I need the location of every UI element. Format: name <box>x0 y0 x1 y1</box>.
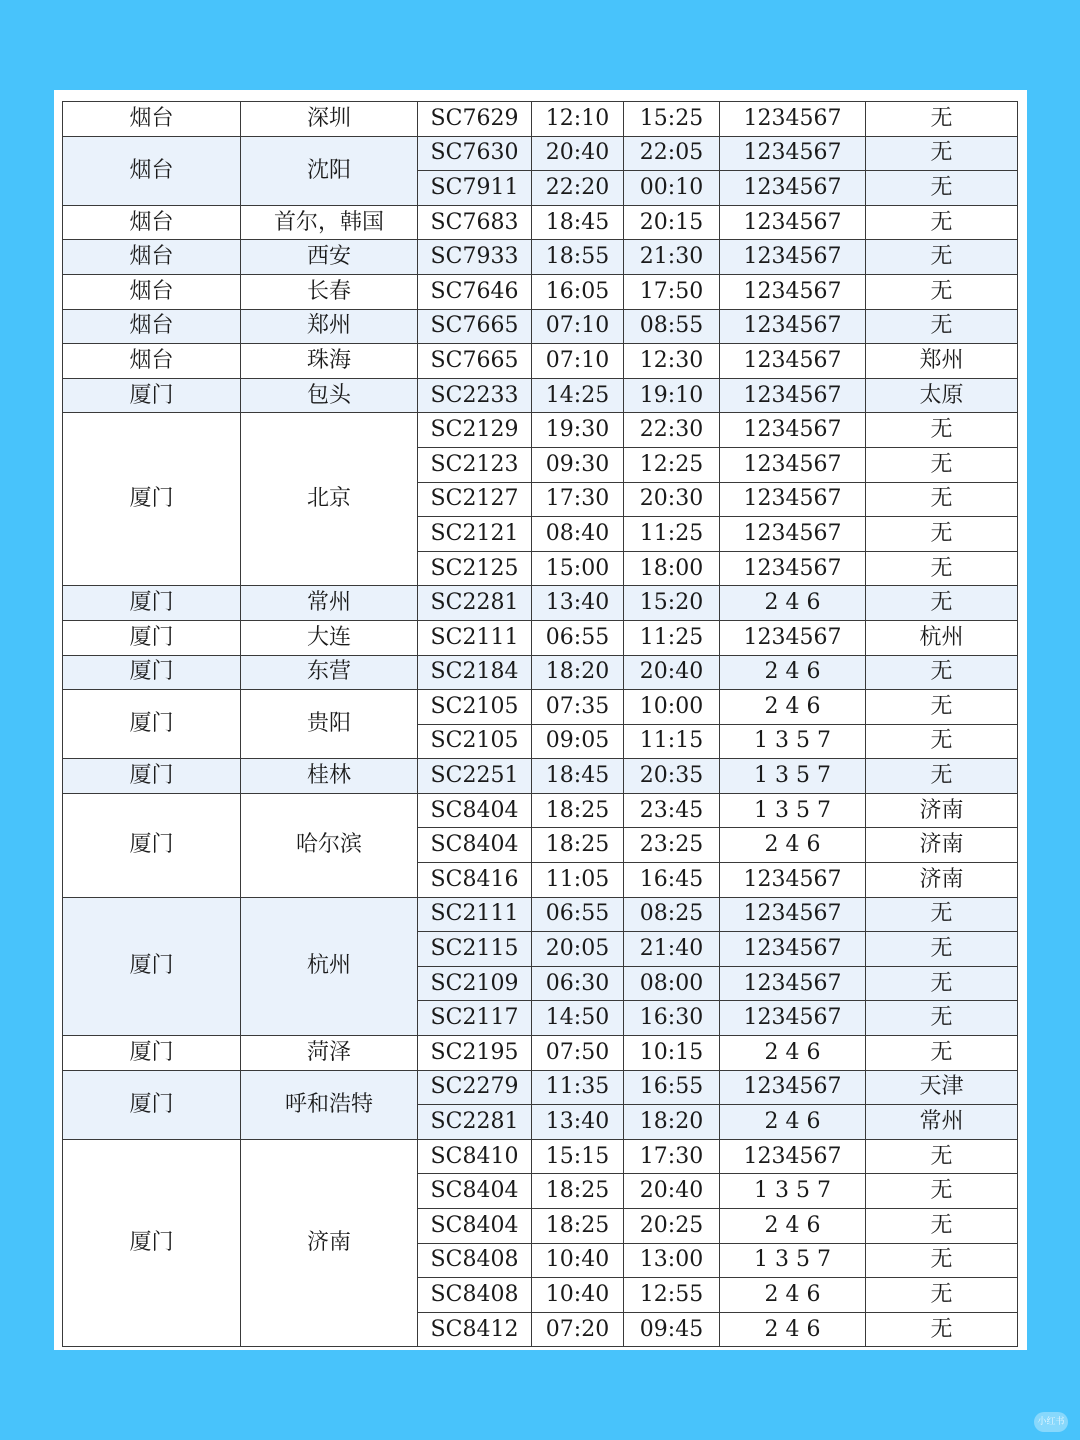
table-row <box>63 690 1018 725</box>
destination-city: 包头 <box>241 378 418 413</box>
flight-number: SC2127 <box>418 482 532 517</box>
operating-days: 2 4 6 <box>720 1036 866 1071</box>
destination-city: 桂林 <box>241 759 418 794</box>
arrival-time: 15:20 <box>624 586 720 621</box>
stopover-city: 无 <box>866 655 1018 690</box>
destination-city: 北京 <box>241 413 418 586</box>
departure-time: 07:20 <box>532 1312 624 1347</box>
operating-days: 1234567 <box>720 932 866 967</box>
table-row <box>63 1139 1018 1174</box>
arrival-time: 10:15 <box>624 1036 720 1071</box>
operating-days: 2 4 6 <box>720 690 866 725</box>
stopover-city: 无 <box>866 897 1018 932</box>
origin-city: 厦门 <box>63 655 241 690</box>
flight-number: SC8404 <box>418 828 532 863</box>
departure-time: 22:20 <box>532 171 624 206</box>
destination-city: 珠海 <box>241 344 418 379</box>
destination-city: 西安 <box>241 240 418 275</box>
departure-time: 07:10 <box>532 309 624 344</box>
stopover-city: 无 <box>866 171 1018 206</box>
stopover-city: 无 <box>866 517 1018 552</box>
departure-time: 14:25 <box>532 378 624 413</box>
flight-number: SC2281 <box>418 1105 532 1140</box>
flight-number: SC2125 <box>418 551 532 586</box>
stopover-city: 无 <box>866 136 1018 171</box>
destination-city: 杭州 <box>241 897 418 1035</box>
stopover-city: 无 <box>866 1139 1018 1174</box>
stopover-city: 太原 <box>866 378 1018 413</box>
arrival-time: 20:40 <box>624 655 720 690</box>
table-row <box>63 240 1018 275</box>
arrival-time: 11:25 <box>624 620 720 655</box>
destination-city: 菏泽 <box>241 1036 418 1071</box>
stopover-city: 无 <box>866 724 1018 759</box>
arrival-time: 08:25 <box>624 897 720 932</box>
operating-days: 1 3 5 7 <box>720 1174 866 1209</box>
origin-city: 厦门 <box>63 690 241 759</box>
arrival-time: 08:55 <box>624 309 720 344</box>
flight-number: SC7629 <box>418 102 532 137</box>
table-row <box>63 413 1018 448</box>
destination-city: 长春 <box>241 274 418 309</box>
departure-time: 13:40 <box>532 586 624 621</box>
flight-number: SC2233 <box>418 378 532 413</box>
flight-number: SC2251 <box>418 759 532 794</box>
flight-number: SC8404 <box>418 793 532 828</box>
flight-schedule-body <box>63 102 1018 1347</box>
destination-city: 大连 <box>241 620 418 655</box>
departure-time: 07:35 <box>532 690 624 725</box>
stopover-city: 无 <box>866 309 1018 344</box>
departure-time: 18:25 <box>532 1209 624 1244</box>
flight-number: SC2115 <box>418 932 532 967</box>
table-row <box>63 759 1018 794</box>
departure-time: 06:55 <box>532 897 624 932</box>
operating-days: 1 3 5 7 <box>720 793 866 828</box>
departure-time: 20:05 <box>532 932 624 967</box>
departure-time: 18:55 <box>532 240 624 275</box>
stopover-city: 常州 <box>866 1105 1018 1140</box>
arrival-time: 13:00 <box>624 1243 720 1278</box>
operating-days: 1 3 5 7 <box>720 724 866 759</box>
stopover-city: 无 <box>866 274 1018 309</box>
table-row <box>63 620 1018 655</box>
flight-number: SC2123 <box>418 447 532 482</box>
departure-time: 14:50 <box>532 1001 624 1036</box>
table-row <box>63 309 1018 344</box>
operating-days: 1234567 <box>720 1001 866 1036</box>
operating-days: 1234567 <box>720 482 866 517</box>
flight-number: SC8404 <box>418 1209 532 1244</box>
table-row <box>63 897 1018 932</box>
arrival-time: 16:55 <box>624 1070 720 1105</box>
destination-city: 哈尔滨 <box>241 793 418 897</box>
flight-schedule-table <box>62 101 1018 1347</box>
operating-days: 1234567 <box>720 620 866 655</box>
arrival-time: 08:00 <box>624 966 720 1001</box>
arrival-time: 21:40 <box>624 932 720 967</box>
schedule-sheet <box>54 90 1027 1350</box>
departure-time: 19:30 <box>532 413 624 448</box>
stopover-city: 天津 <box>866 1070 1018 1105</box>
operating-days: 1234567 <box>720 1139 866 1174</box>
origin-city: 烟台 <box>63 102 241 137</box>
flight-number: SC2105 <box>418 690 532 725</box>
origin-city: 烟台 <box>63 274 241 309</box>
stopover-city: 无 <box>866 586 1018 621</box>
departure-time: 09:30 <box>532 447 624 482</box>
departure-time: 11:35 <box>532 1070 624 1105</box>
departure-time: 13:40 <box>532 1105 624 1140</box>
flight-number: SC2281 <box>418 586 532 621</box>
flight-number: SC7665 <box>418 309 532 344</box>
arrival-time: 20:25 <box>624 1209 720 1244</box>
table-row <box>63 136 1018 171</box>
operating-days: 1234567 <box>720 309 866 344</box>
departure-time: 06:30 <box>532 966 624 1001</box>
table-row <box>63 205 1018 240</box>
origin-city: 厦门 <box>63 759 241 794</box>
flight-number: SC2195 <box>418 1036 532 1071</box>
origin-city: 厦门 <box>63 1036 241 1071</box>
departure-time: 11:05 <box>532 863 624 898</box>
stopover-city: 无 <box>866 413 1018 448</box>
stopover-city: 无 <box>866 1209 1018 1244</box>
table-row <box>63 586 1018 621</box>
flight-number: SC8404 <box>418 1174 532 1209</box>
arrival-time: 21:30 <box>624 240 720 275</box>
arrival-time: 23:45 <box>624 793 720 828</box>
table-row <box>63 655 1018 690</box>
departure-time: 16:05 <box>532 274 624 309</box>
destination-city: 东营 <box>241 655 418 690</box>
flight-number: SC7933 <box>418 240 532 275</box>
departure-time: 08:40 <box>532 517 624 552</box>
stopover-city: 无 <box>866 690 1018 725</box>
departure-time: 15:15 <box>532 1139 624 1174</box>
operating-days: 1234567 <box>720 378 866 413</box>
origin-city: 烟台 <box>63 136 241 205</box>
operating-days: 1234567 <box>720 897 866 932</box>
stopover-city: 济南 <box>866 828 1018 863</box>
origin-city: 烟台 <box>63 309 241 344</box>
flight-number: SC2109 <box>418 966 532 1001</box>
operating-days: 2 4 6 <box>720 655 866 690</box>
arrival-time: 20:35 <box>624 759 720 794</box>
arrival-time: 17:50 <box>624 274 720 309</box>
operating-days: 1234567 <box>720 344 866 379</box>
operating-days: 1234567 <box>720 413 866 448</box>
arrival-time: 20:40 <box>624 1174 720 1209</box>
operating-days: 1234567 <box>720 551 866 586</box>
table-row <box>63 102 1018 137</box>
operating-days: 1234567 <box>720 1070 866 1105</box>
departure-time: 18:20 <box>532 655 624 690</box>
operating-days: 2 4 6 <box>720 586 866 621</box>
departure-time: 18:25 <box>532 828 624 863</box>
arrival-time: 22:30 <box>624 413 720 448</box>
flight-number: SC2105 <box>418 724 532 759</box>
operating-days: 1234567 <box>720 274 866 309</box>
stopover-city: 无 <box>866 551 1018 586</box>
departure-time: 09:05 <box>532 724 624 759</box>
flight-number: SC8412 <box>418 1312 532 1347</box>
arrival-time: 09:45 <box>624 1312 720 1347</box>
operating-days: 1234567 <box>720 171 866 206</box>
flight-number: SC8408 <box>418 1243 532 1278</box>
destination-city: 贵阳 <box>241 690 418 759</box>
destination-city: 常州 <box>241 586 418 621</box>
destination-city: 郑州 <box>241 309 418 344</box>
departure-time: 10:40 <box>532 1243 624 1278</box>
origin-city: 厦门 <box>63 586 241 621</box>
flight-number: SC2117 <box>418 1001 532 1036</box>
stopover-city: 无 <box>866 482 1018 517</box>
operating-days: 2 4 6 <box>720 1209 866 1244</box>
departure-time: 17:30 <box>532 482 624 517</box>
origin-city: 厦门 <box>63 378 241 413</box>
departure-time: 18:25 <box>532 1174 624 1209</box>
origin-city: 厦门 <box>63 1070 241 1139</box>
operating-days: 1 3 5 7 <box>720 1243 866 1278</box>
stopover-city: 无 <box>866 1174 1018 1209</box>
arrival-time: 18:00 <box>624 551 720 586</box>
table-row <box>63 378 1018 413</box>
flight-number: SC7646 <box>418 274 532 309</box>
flight-number: SC7665 <box>418 344 532 379</box>
flight-number: SC8416 <box>418 863 532 898</box>
destination-city: 沈阳 <box>241 136 418 205</box>
arrival-time: 17:30 <box>624 1139 720 1174</box>
table-row <box>63 1070 1018 1105</box>
flight-number: SC8408 <box>418 1278 532 1313</box>
operating-days: 1234567 <box>720 240 866 275</box>
origin-city: 烟台 <box>63 240 241 275</box>
origin-city: 厦门 <box>63 413 241 586</box>
operating-days: 1234567 <box>720 136 866 171</box>
departure-time: 20:40 <box>532 136 624 171</box>
departure-time: 15:00 <box>532 551 624 586</box>
departure-time: 18:45 <box>532 759 624 794</box>
stopover-city: 无 <box>866 205 1018 240</box>
arrival-time: 23:25 <box>624 828 720 863</box>
departure-time: 18:25 <box>532 793 624 828</box>
stopover-city: 济南 <box>866 863 1018 898</box>
operating-days: 1234567 <box>720 447 866 482</box>
flight-number: SC7911 <box>418 171 532 206</box>
origin-city: 厦门 <box>63 897 241 1035</box>
departure-time: 10:40 <box>532 1278 624 1313</box>
destination-city: 济南 <box>241 1139 418 1347</box>
arrival-time: 16:45 <box>624 863 720 898</box>
stopover-city: 无 <box>866 1001 1018 1036</box>
arrival-time: 10:00 <box>624 690 720 725</box>
stopover-city: 无 <box>866 447 1018 482</box>
flight-number: SC2111 <box>418 620 532 655</box>
destination-city: 深圳 <box>241 102 418 137</box>
operating-days: 2 4 6 <box>720 828 866 863</box>
departure-time: 07:50 <box>532 1036 624 1071</box>
stopover-city: 济南 <box>866 793 1018 828</box>
stopover-city: 杭州 <box>866 620 1018 655</box>
destination-city: 呼和浩特 <box>241 1070 418 1139</box>
stopover-city: 郑州 <box>866 344 1018 379</box>
destination-city: 首尔，韩国 <box>241 205 418 240</box>
stopover-city: 无 <box>866 102 1018 137</box>
arrival-time: 22:05 <box>624 136 720 171</box>
table-row <box>63 1036 1018 1071</box>
arrival-time: 16:30 <box>624 1001 720 1036</box>
stopover-city: 无 <box>866 1243 1018 1278</box>
arrival-time: 20:30 <box>624 482 720 517</box>
departure-time: 07:10 <box>532 344 624 379</box>
departure-time: 12:10 <box>532 102 624 137</box>
operating-days: 2 4 6 <box>720 1312 866 1347</box>
arrival-time: 19:10 <box>624 378 720 413</box>
flight-number: SC2184 <box>418 655 532 690</box>
origin-city: 厦门 <box>63 1139 241 1347</box>
operating-days: 1234567 <box>720 863 866 898</box>
flight-number: SC7683 <box>418 205 532 240</box>
table-row <box>63 344 1018 379</box>
operating-days: 2 4 6 <box>720 1105 866 1140</box>
flight-number: SC2111 <box>418 897 532 932</box>
origin-city: 厦门 <box>63 793 241 897</box>
operating-days: 1 3 5 7 <box>720 759 866 794</box>
arrival-time: 11:15 <box>624 724 720 759</box>
departure-time: 18:45 <box>532 205 624 240</box>
arrival-time: 11:25 <box>624 517 720 552</box>
table-row <box>63 793 1018 828</box>
flight-number: SC2121 <box>418 517 532 552</box>
flight-number: SC2129 <box>418 413 532 448</box>
arrival-time: 15:25 <box>624 102 720 137</box>
arrival-time: 00:10 <box>624 171 720 206</box>
origin-city: 烟台 <box>63 205 241 240</box>
watermark-logo: 小红书 <box>1034 1412 1068 1432</box>
stopover-city: 无 <box>866 1278 1018 1313</box>
arrival-time: 12:30 <box>624 344 720 379</box>
flight-number: SC8410 <box>418 1139 532 1174</box>
stopover-city: 无 <box>866 966 1018 1001</box>
stopover-city: 无 <box>866 1312 1018 1347</box>
operating-days: 2 4 6 <box>720 1278 866 1313</box>
arrival-time: 18:20 <box>624 1105 720 1140</box>
departure-time: 06:55 <box>532 620 624 655</box>
operating-days: 1234567 <box>720 966 866 1001</box>
operating-days: 1234567 <box>720 205 866 240</box>
stopover-city: 无 <box>866 759 1018 794</box>
flight-number: SC2279 <box>418 1070 532 1105</box>
operating-days: 1234567 <box>720 517 866 552</box>
stopover-city: 无 <box>866 1036 1018 1071</box>
table-row <box>63 274 1018 309</box>
operating-days: 1234567 <box>720 102 866 137</box>
origin-city: 烟台 <box>63 344 241 379</box>
stopover-city: 无 <box>866 932 1018 967</box>
arrival-time: 20:15 <box>624 205 720 240</box>
stopover-city: 无 <box>866 240 1018 275</box>
origin-city: 厦门 <box>63 620 241 655</box>
arrival-time: 12:55 <box>624 1278 720 1313</box>
arrival-time: 12:25 <box>624 447 720 482</box>
flight-number: SC7630 <box>418 136 532 171</box>
